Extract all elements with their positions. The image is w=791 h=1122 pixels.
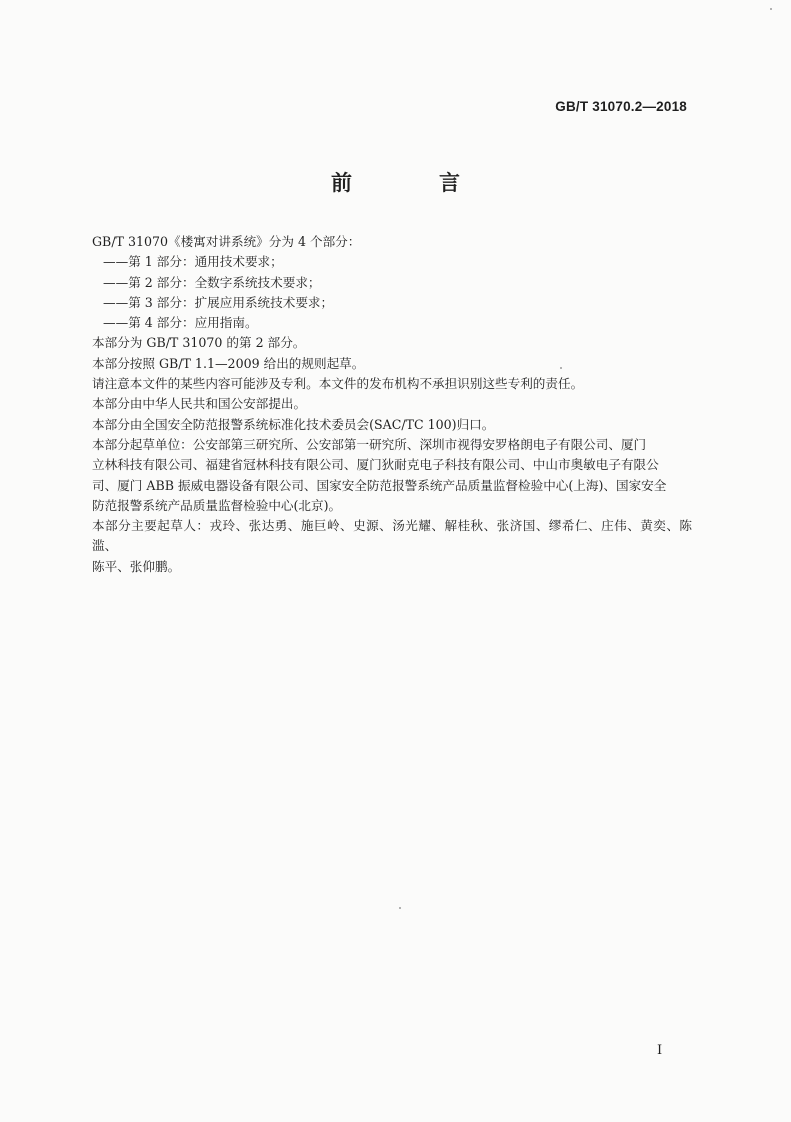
paragraph-patent-notice: 请注意本文件的某些内容可能涉及专利。本文件的发布机构不承担识别这些专利的责任。 bbox=[92, 376, 584, 392]
speck bbox=[770, 8, 772, 10]
text-line: 陈平、张仰鹏。 bbox=[92, 558, 181, 574]
paragraph-drafting-rules: 本部分按照 GB/T 1.1—2009 给出的规则起草。 bbox=[92, 355, 365, 371]
page-title: 前 言 bbox=[331, 171, 493, 195]
paragraph-drafting-units bbox=[92, 435, 692, 516]
list-item: ——第 1 部分：通用技术要求； bbox=[103, 254, 283, 270]
text-line: 司、厦门 ABB 振威电器设备有限公司、国家安全防范报警系统产品质量监督检验中心(上海)、国家安全 bbox=[92, 477, 667, 493]
paragraph-main-drafters bbox=[92, 516, 692, 577]
list-item: ——第 4 部分：应用指南。 bbox=[103, 315, 258, 331]
list-item: ——第 3 部分：扩展应用系统技术要求； bbox=[103, 294, 334, 310]
paragraph-proposer: 本部分由中华人民共和国公安部提出。 bbox=[92, 396, 307, 412]
paragraph-parts-intro: GB/T 31070《楼寓对讲系统》分为 4 个部分： bbox=[92, 234, 361, 249]
text-line: 立林科技有限公司、福建省冠林科技有限公司、厦门狄耐克电子科技有限公司、中山市奥敏电子有限公 bbox=[92, 457, 659, 473]
standard-code: GB/T 31070.2—2018 bbox=[555, 99, 687, 114]
text-line: 本部分主要起草人：戎玲、张达勇、施巨岭、史源、汤光耀、解桂秋、张济国、缪希仁、庄伟、黄奕、陈滥、 bbox=[92, 518, 692, 554]
speck bbox=[399, 907, 401, 909]
foreword-body bbox=[92, 232, 692, 577]
speck bbox=[560, 367, 562, 369]
list-item: ——第 2 部分：全数字系统技术要求； bbox=[103, 274, 321, 290]
paragraph-committee: 本部分由全国安全防范报警系统标准化技术委员会(SAC/TC 100)归口。 bbox=[92, 416, 495, 432]
text-line: 本部分起草单位：公安部第三研究所、公安部第一研究所、深圳市视得安罗格朗电子有限公司、厦门 bbox=[92, 436, 647, 452]
text-line: 防范报警系统产品质量监督检验中心(北京)。 bbox=[92, 497, 342, 513]
paragraph-part-statement: 本部分为 GB/T 31070 的第 2 部分。 bbox=[92, 335, 306, 351]
page-number: I bbox=[657, 1043, 663, 1058]
